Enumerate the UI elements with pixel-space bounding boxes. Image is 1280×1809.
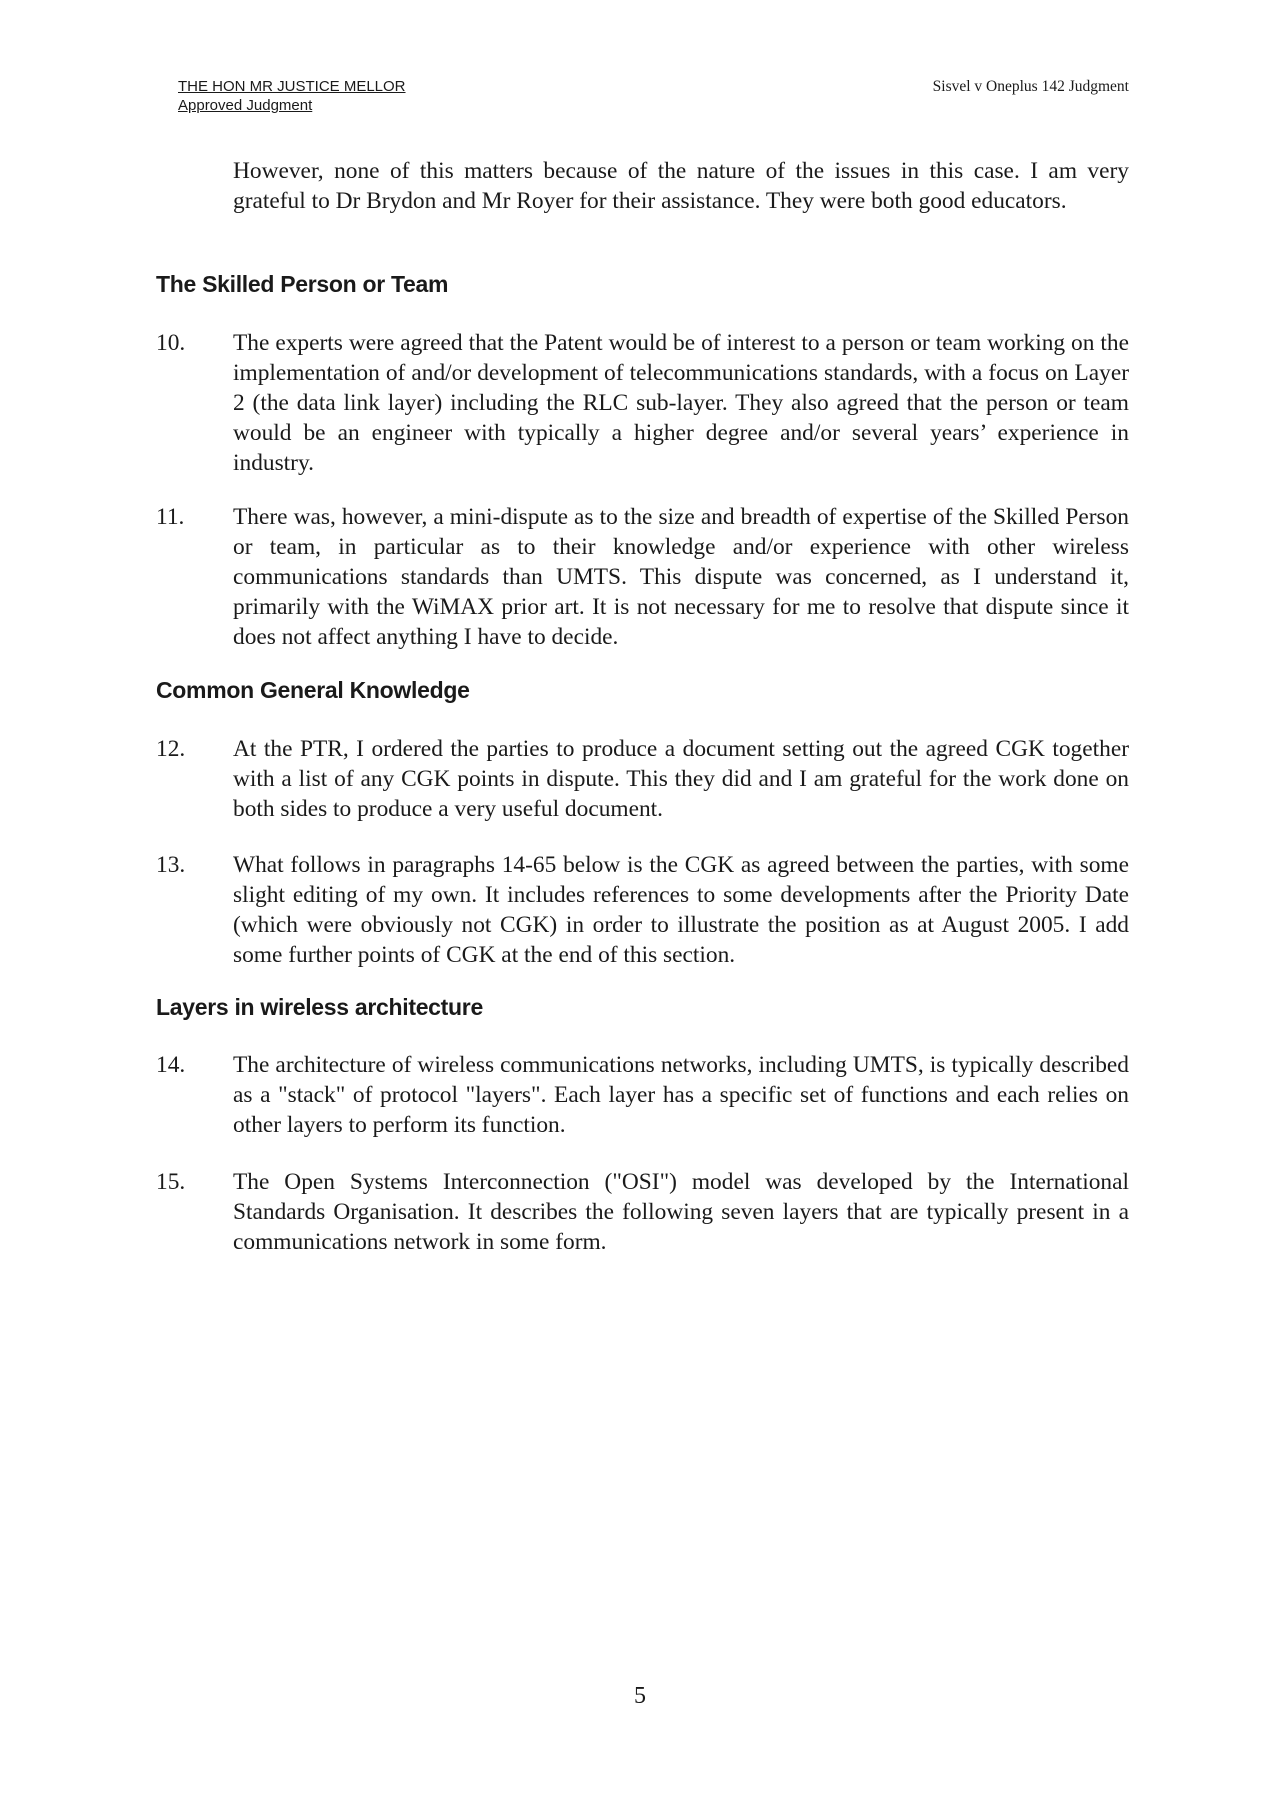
- paragraph-number: 12.: [156, 736, 186, 762]
- paragraph-text: The architecture of wireless communications networks, including UMTS, is typically described as a "stack" of protocol "layers". Each layer has a specific set of functions and each relies on other layers to perform its function.: [233, 1052, 1129, 1138]
- paragraph-text: What follows in paragraphs 14-65 below is the CGK as agreed between the parties, with some slight editing of my own. It includes references to some developments after the Priority Date (which were obviously not CGK) in order to illustrate the position as at August 2005. I add some further points of CGK at the end of this section.: [233, 852, 1129, 968]
- paragraph-12: [156, 734, 1129, 824]
- continued-paragraph: However, none of this matters because of the nature of the issues in this case. I am very grateful to Dr Brydon and Mr Royer for their assistance. They were both good educators.: [233, 158, 1129, 214]
- paragraph-number: 13.: [156, 852, 186, 878]
- paragraph-number: 15.: [156, 1169, 186, 1195]
- paragraph-13: [156, 850, 1129, 970]
- paragraph-15: [156, 1167, 1129, 1257]
- paragraph-number: 11.: [156, 504, 185, 530]
- page-header-left: [178, 77, 406, 115]
- paragraph-text: At the PTR, I ordered the parties to produce a document setting out the agreed CGK together with a list of any CGK points in dispute. This they did and I am grateful for the work done on both sides to produce a very useful document.: [233, 736, 1129, 822]
- judge-name: THE HON MR JUSTICE MELLOR: [178, 78, 406, 95]
- paragraph-14: [156, 1050, 1129, 1140]
- judgment-status: Approved Judgment: [178, 97, 313, 114]
- section-heading-cgk: Common General Knowledge: [156, 677, 470, 703]
- paragraph-text: The Open Systems Interconnection ("OSI") model was developed by the International Standards Organisation. It describes the following seven layers that are typically present in a communications network in some form.: [233, 1169, 1129, 1255]
- page-number: 5: [634, 1683, 646, 1709]
- paragraph-number: 14.: [156, 1052, 186, 1078]
- paragraph-10: [156, 328, 1129, 478]
- section-heading-skilled-person: The Skilled Person or Team: [156, 271, 449, 297]
- case-reference: Sisvel v Oneplus 142 Judgment: [932, 78, 1129, 95]
- paragraph-11: [156, 502, 1129, 652]
- section-heading-layers: Layers in wireless architecture: [156, 994, 483, 1020]
- paragraph-number: 10.: [156, 330, 186, 356]
- paragraph-text: The experts were agreed that the Patent would be of interest to a person or team working on the implementation of and/or development of telecommunications standards, with a focus on Layer 2 (the data link layer) including the RLC sub-layer. They also agreed that the person or team would be an engineer with typically a higher degree and/or several years’ experience in industry.: [233, 330, 1129, 476]
- paragraph-text: There was, however, a mini-dispute as to the size and breadth of expertise of the Skilled Person or team, in particular as to their knowledge and/or experience with other wireless communications standards than UMTS. This dispute was concerned, as I understand it, primarily with the WiMAX prior art. It is not necessary for me to resolve that dispute since it does not affect anything I have to decide.: [233, 504, 1129, 650]
